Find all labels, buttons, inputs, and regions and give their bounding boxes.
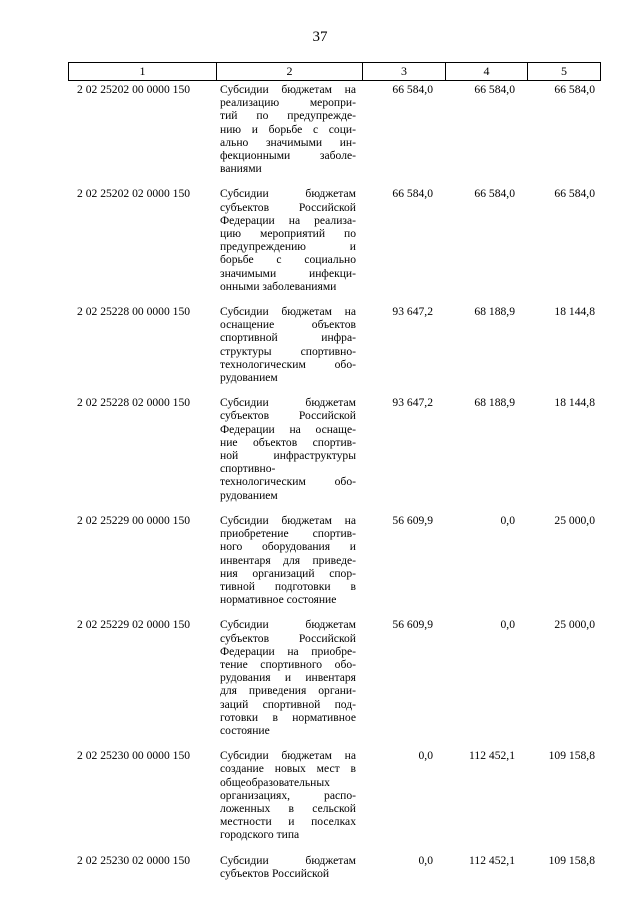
table-row bbox=[68, 83, 600, 175]
income-name-line: субъектов Российской bbox=[220, 866, 330, 880]
income-name-line: ной инфраструктуры bbox=[220, 449, 356, 463]
income-name bbox=[216, 83, 362, 175]
budget-code: 2 02 25229 02 0000 150 bbox=[77, 618, 191, 632]
income-name-line: Субсидии бюджетам на bbox=[220, 513, 356, 527]
income-name-line: борьбе с социально bbox=[220, 253, 356, 267]
budget-code: 2 02 25230 00 0000 150 bbox=[77, 749, 191, 763]
income-name-line: организациях, распо- bbox=[220, 788, 356, 802]
income-name-line: готовки в нормативное bbox=[220, 710, 356, 724]
budget-code: 2 02 25228 02 0000 150 bbox=[77, 396, 191, 410]
income-name-line: онными заболеваниями bbox=[220, 279, 337, 293]
table-row bbox=[68, 618, 600, 737]
income-name-line: тение спортивного обо- bbox=[220, 657, 356, 671]
column-header-table bbox=[68, 62, 601, 81]
table-body bbox=[68, 83, 600, 880]
income-name-line: для приведения органи- bbox=[220, 684, 356, 698]
amount-col-5: 109 158,8 bbox=[548, 853, 595, 867]
column-header-2: 2 bbox=[217, 63, 363, 81]
amount-col-3: 93 647,2 bbox=[392, 396, 433, 410]
amount-col-5: 66 584,0 bbox=[554, 187, 595, 201]
amount-col-5: 25 000,0 bbox=[554, 513, 595, 527]
income-name-line: структуры спортивно- bbox=[220, 344, 356, 358]
amount-col-3: 0,0 bbox=[418, 749, 433, 763]
income-name-line: Субсидии бюджетам bbox=[220, 187, 356, 201]
table-row bbox=[68, 187, 600, 293]
income-name-line: технологическим обо- bbox=[220, 357, 356, 371]
amount-col-4: 0,0 bbox=[500, 618, 515, 632]
income-name-line: нормативное состояние bbox=[220, 593, 337, 607]
income-name-line: Федерации на реализа- bbox=[220, 213, 356, 227]
column-header-3: 3 bbox=[363, 63, 446, 81]
income-name-line: нию и борьбе с соци- bbox=[220, 122, 356, 136]
amount-col-3: 66 584,0 bbox=[392, 187, 433, 201]
amount-col-5: 66 584,0 bbox=[554, 83, 595, 96]
amount-col-4: 66 584,0 bbox=[474, 83, 515, 96]
income-name-line: ложенных в сельской bbox=[220, 801, 356, 815]
table-row bbox=[68, 854, 600, 880]
amount-col-4: 112 452,1 bbox=[469, 853, 515, 867]
income-name bbox=[216, 305, 362, 384]
column-header-row bbox=[69, 63, 601, 81]
income-name-line: Федерации на приобре- bbox=[220, 644, 356, 658]
income-name bbox=[216, 854, 362, 880]
amount-col-3: 0,0 bbox=[418, 853, 433, 867]
budget-code: 2 02 25230 02 0000 150 bbox=[77, 853, 191, 867]
amount-col-5: 18 144,8 bbox=[554, 305, 595, 319]
table-row bbox=[68, 749, 600, 841]
budget-code: 2 02 25228 00 0000 150 bbox=[77, 305, 191, 319]
income-name-line: ваниями bbox=[220, 162, 262, 176]
amount-col-3: 56 609,9 bbox=[392, 618, 433, 632]
income-name-line: субъектов Российской bbox=[220, 631, 356, 645]
income-name bbox=[216, 618, 362, 737]
amount-col-4: 66 584,0 bbox=[474, 187, 515, 201]
income-name-line: значимыми инфекци- bbox=[220, 266, 356, 280]
income-name-line: спортивно- bbox=[220, 462, 276, 476]
amount-col-4: 0,0 bbox=[500, 513, 515, 527]
income-name-line: Субсидии бюджетам bbox=[220, 396, 356, 410]
amount-col-4: 112 452,1 bbox=[469, 749, 515, 763]
income-name-line: спортивной инфра- bbox=[220, 331, 356, 345]
income-name-line: Субсидии бюджетам bbox=[220, 853, 356, 867]
column-header-1: 1 bbox=[69, 63, 217, 81]
income-name-line: ние объектов спортив- bbox=[220, 435, 356, 449]
income-name-line: Федерации на оснаще- bbox=[220, 422, 356, 436]
amount-col-4: 68 188,9 bbox=[474, 396, 515, 410]
amount-col-5: 25 000,0 bbox=[554, 618, 595, 632]
income-name-line: субъектов Российской bbox=[220, 409, 356, 423]
amount-col-3: 93 647,2 bbox=[392, 305, 433, 319]
table-row bbox=[68, 514, 600, 606]
income-name bbox=[216, 749, 362, 841]
income-name bbox=[216, 187, 362, 293]
income-name-line: Субсидии бюджетам на bbox=[220, 749, 356, 763]
income-name-line: цию мероприятий по bbox=[220, 227, 356, 241]
income-name-line: инвентаря для приведе- bbox=[220, 553, 356, 567]
income-name-line: приобретение спортив- bbox=[220, 527, 356, 541]
income-name-line: ально значимыми ин- bbox=[220, 135, 356, 149]
income-name-line: фекционными заболе- bbox=[220, 149, 356, 163]
income-name-line: рудованием bbox=[220, 371, 278, 385]
income-name-line: городского типа bbox=[220, 828, 300, 842]
income-name-line: реализацию меропри- bbox=[220, 96, 356, 110]
page-number: 37 bbox=[312, 29, 328, 45]
income-name-line: заций спортивной под- bbox=[220, 697, 356, 711]
budget-code: 2 02 25202 00 0000 150 bbox=[77, 83, 191, 96]
amount-col-3: 66 584,0 bbox=[392, 83, 433, 96]
budget-code: 2 02 25202 02 0000 150 bbox=[77, 187, 191, 201]
income-name-line: местности и поселках bbox=[220, 815, 356, 829]
income-name-line: Субсидии бюджетам на bbox=[220, 83, 356, 96]
income-name-line: общеобразовательных bbox=[220, 775, 330, 789]
income-name-line: ного оборудования и bbox=[220, 540, 356, 554]
amount-col-5: 109 158,8 bbox=[548, 749, 595, 763]
income-name-line: субъектов Российской bbox=[220, 200, 356, 214]
column-header-4: 4 bbox=[446, 63, 528, 81]
income-name-line: рудованием bbox=[220, 488, 278, 502]
amount-col-5: 18 144,8 bbox=[554, 396, 595, 410]
amount-col-3: 56 609,9 bbox=[392, 513, 433, 527]
income-name-line: рудования и инвентаря bbox=[220, 671, 356, 685]
income-name bbox=[216, 514, 362, 606]
budget-code: 2 02 25229 00 0000 150 bbox=[77, 513, 191, 527]
income-name-line: создание новых мест в bbox=[220, 762, 356, 776]
column-header-5: 5 bbox=[528, 63, 601, 81]
income-name-line: состояние bbox=[220, 723, 270, 737]
income-name-line: предупреждению и bbox=[220, 240, 356, 254]
income-name bbox=[216, 396, 362, 502]
table-row bbox=[68, 396, 600, 502]
income-name-line: Субсидии бюджетам на bbox=[220, 305, 356, 319]
income-name-line: оснащение объектов bbox=[220, 318, 356, 332]
table-row bbox=[68, 305, 600, 384]
income-name-line: ния организаций спор- bbox=[220, 566, 356, 580]
income-name-line: тивной подготовки в bbox=[220, 579, 356, 593]
income-name-line: тий по предупрежде- bbox=[220, 109, 356, 123]
amount-col-4: 68 188,9 bbox=[474, 305, 515, 319]
income-name-line: Субсидии бюджетам bbox=[220, 618, 356, 632]
income-name-line: технологическим обо- bbox=[220, 475, 356, 489]
